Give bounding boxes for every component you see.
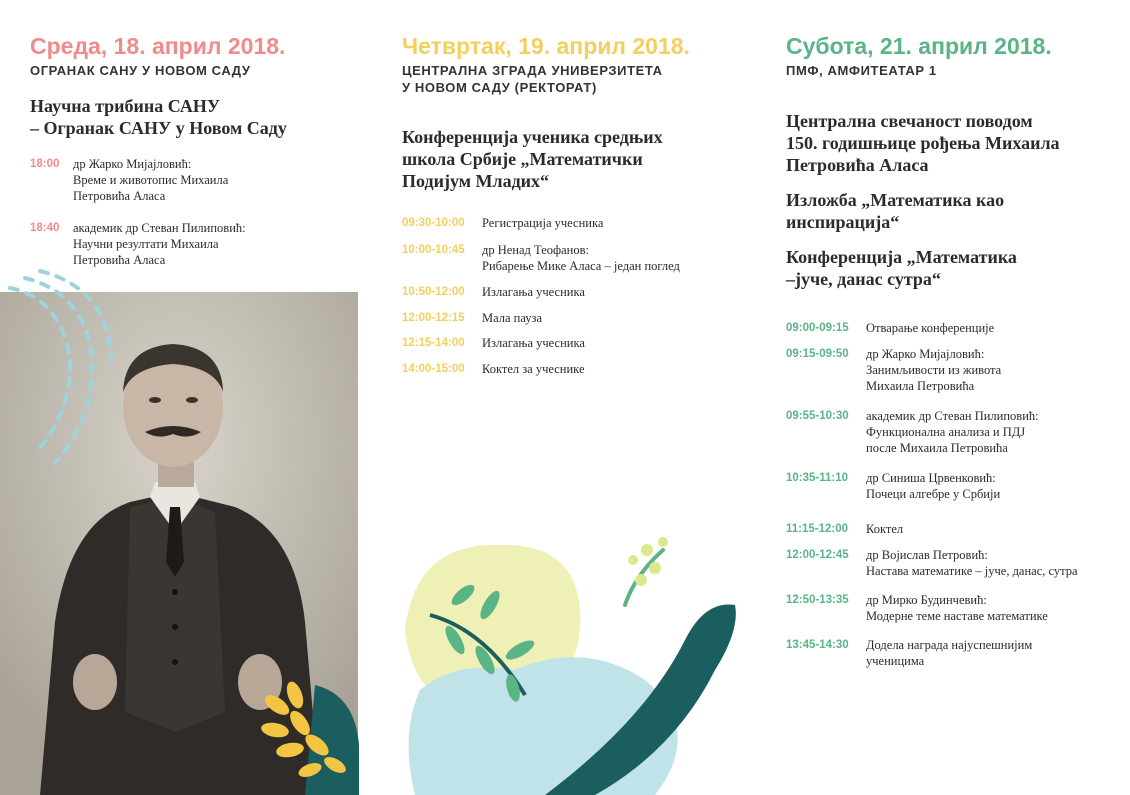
day1-date: Среда, 18. април 2018. (30, 33, 286, 59)
schedule-line: др Војислав Петровић: (866, 548, 988, 562)
schedule-line: др Мирко Будинчевић: (866, 593, 987, 607)
schedule-text (866, 346, 1001, 394)
day3-event3-title (786, 246, 1126, 290)
schedule-item (402, 310, 752, 326)
schedule-line: после Михаила Петровића (866, 441, 1008, 455)
event-title-line: Научна трибина САНУ (30, 96, 221, 116)
event-title-line: Петровића Аласа (786, 155, 929, 175)
day1-event-title (30, 95, 360, 139)
schedule-item (786, 637, 1126, 669)
schedule-line: Функционална анализа и ПДЈ (866, 425, 1026, 439)
schedule-line: др Жарко Мијајловић: (866, 347, 985, 361)
day2-date: Четвртак, 19. април 2018. (402, 33, 690, 59)
schedule-text (482, 284, 585, 300)
leaf-branch-icon (255, 665, 365, 795)
schedule-line: Петровића Аласа (73, 189, 166, 203)
schedule-item (402, 215, 752, 231)
schedule-text (482, 310, 542, 326)
schedule-text (482, 215, 603, 231)
schedule-line: Занимљивости из живота (866, 363, 1002, 377)
event-title-line: инспирација“ (786, 212, 900, 232)
schedule-text (866, 521, 903, 537)
schedule-line: Настава математике – јуче, данас, сутра (866, 564, 1078, 578)
day2-column (402, 32, 752, 377)
schedule-item (402, 242, 752, 274)
event-title-line: Конференција ученика средњих (402, 127, 663, 147)
day3-venue: ПМФ, АМФИТЕАТАР 1 (786, 63, 937, 78)
schedule-item (786, 547, 1126, 579)
schedule-time: 09:55-10:30 (786, 410, 849, 422)
schedule-time: 09:30-10:00 (402, 217, 465, 229)
schedule-time: 14:00-15:00 (402, 363, 465, 375)
schedule-item (786, 592, 1126, 624)
schedule-line: академик др Стеван Пилиповић: (73, 221, 246, 235)
schedule-time: 10:50-12:00 (402, 286, 465, 298)
event-title-line: –јуче, данас сутра“ (786, 269, 941, 289)
event-title-line: Конференција „Математика (786, 247, 1017, 267)
schedule-line: Отварање конференције (866, 321, 995, 335)
schedule-time: 12:50-13:35 (786, 594, 849, 606)
schedule-line: Петровића Аласа (73, 253, 166, 267)
schedule-time: 09:15-09:50 (786, 348, 849, 360)
schedule-line: др Синиша Црвенковић: (866, 471, 996, 485)
schedule-text (482, 361, 585, 377)
schedule-line: Додела награда најуспешнијим (866, 638, 1033, 652)
schedule-line: Михаила Петровића (866, 379, 975, 393)
day3-event2-title (786, 189, 1126, 233)
schedule-text (866, 637, 1032, 669)
venue-line: У НОВОМ САДУ (РЕКТОРАТ) (402, 80, 597, 95)
day2-venue (402, 62, 752, 96)
schedule-line: Почеци алгебре у Србији (866, 487, 1001, 501)
schedule-item (402, 361, 752, 377)
event-title-line: Подијум Младих“ (402, 171, 550, 191)
schedule-line: др Жарко Мијајловић: (73, 157, 192, 171)
event-title-line: школа Србије „Математички (402, 149, 643, 169)
event-title-line: 150. годишњице рођења Михаила (786, 133, 1060, 153)
day1-column (30, 32, 360, 268)
schedule-line: Коктел (866, 522, 904, 536)
schedule-text (866, 547, 1078, 579)
event-title-line: Изложба „Математика као (786, 190, 1005, 210)
schedule-line: академик др Стеван Пилиповић: (866, 409, 1039, 423)
schedule-item (786, 346, 1126, 394)
schedule-text (482, 335, 585, 351)
schedule-line: Излагања учесника (482, 285, 585, 299)
schedule-time: 12:00-12:45 (786, 549, 849, 561)
schedule-text (866, 470, 1000, 502)
schedule-time: 13:45-14:30 (786, 639, 849, 651)
schedule-line: Излагања учесника (482, 336, 585, 350)
day3-schedule (786, 320, 1126, 669)
day1-schedule (30, 156, 360, 268)
schedule-line: Мала пауза (482, 311, 543, 325)
schedule-time: 09:00-09:15 (786, 322, 849, 334)
day2-event-title (402, 126, 752, 192)
schedule-line: Научни резултати Михаила (73, 237, 219, 251)
schedule-item (786, 470, 1126, 502)
event-title-line: – Огранак САНУ у Новом Саду (30, 118, 287, 138)
schedule-time: 12:00-12:15 (402, 312, 465, 324)
schedule-line: Коктел за учеснике (482, 362, 585, 376)
day3-event1-title (786, 110, 1126, 176)
schedule-item (786, 320, 1126, 336)
schedule-item (786, 408, 1126, 456)
schedule-line: Регистрација учесника (482, 216, 604, 230)
schedule-item (402, 284, 752, 300)
schedule-text (866, 408, 1039, 456)
schedule-item (30, 220, 360, 268)
schedule-time: 18:00 (30, 158, 60, 170)
dotted-arc-icon (0, 268, 120, 468)
schedule-line: Модерне теме наставе математике (866, 609, 1048, 623)
schedule-text (866, 320, 994, 336)
day3-column (786, 32, 1126, 669)
schedule-text (73, 156, 228, 204)
schedule-item (402, 335, 752, 351)
schedule-time: 18:40 (30, 222, 60, 234)
day1-venue: ОГРАНАК САНУ У НОВОМ САДУ (30, 63, 251, 78)
plant-sprig-icon (385, 520, 765, 795)
day2-schedule (402, 215, 752, 377)
schedule-text (866, 592, 1048, 624)
schedule-line: др Ненад Теофанов: (482, 243, 589, 257)
schedule-time: 12:15-14:00 (402, 337, 465, 349)
schedule-time: 10:35-11:10 (786, 472, 849, 484)
schedule-line: Рибарење Мике Аласа – један поглед (482, 259, 680, 273)
schedule-time: 10:00-10:45 (402, 244, 465, 256)
schedule-item (30, 156, 360, 204)
schedule-line: ученицима (866, 654, 925, 668)
day3-date: Субота, 21. април 2018. (786, 33, 1052, 59)
schedule-time: 11:15-12:00 (786, 523, 849, 535)
schedule-text (482, 242, 680, 274)
schedule-text (73, 220, 246, 268)
schedule-line: Време и животопис Михаила (73, 173, 229, 187)
event-title-line: Централна свечаност поводом (786, 111, 1033, 131)
venue-line: ЦЕНТРАЛНА ЗГРАДА УНИВЕРЗИТЕТА (402, 63, 663, 78)
schedule-item (786, 521, 1126, 537)
